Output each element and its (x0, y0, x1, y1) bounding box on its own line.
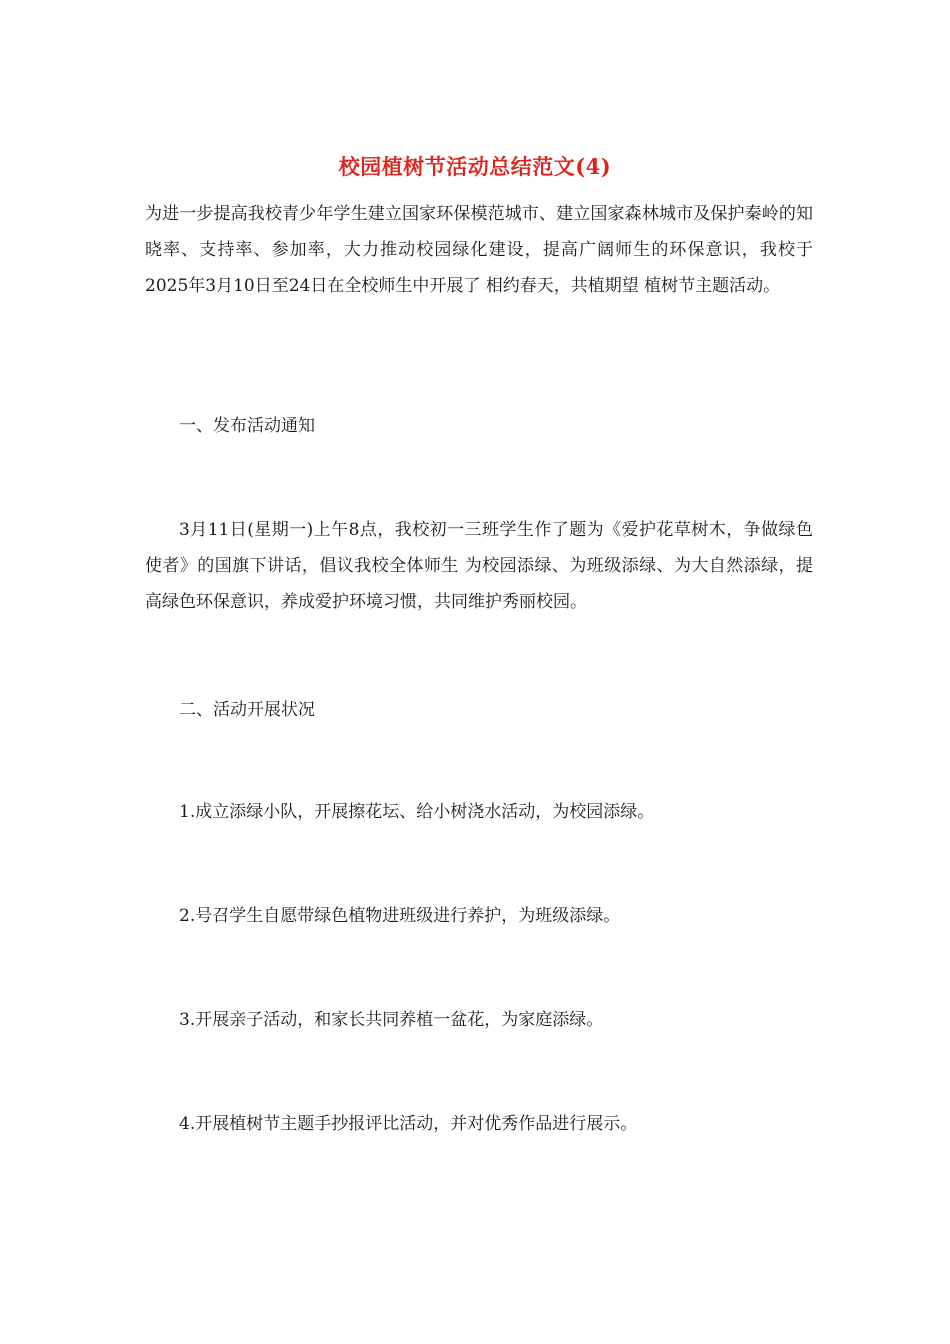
section-heading-progress: 二、活动开展状况 (179, 700, 315, 720)
notice-paragraph: 3月11日(星期一)上午8点，我校初一三班学生作了题为《爱护花草树木，争做绿色使者》的国旗下讲话，倡议我校全体师生 为校园添绿、为班级添绿、为大自然添绿，提高绿色环保意识，养成爱护环境习惯，共同维护秀丽校园。 (145, 520, 813, 612)
list-item: 2.号召学生自愿带绿色植物进班级进行养护，为班级添绿。 (179, 906, 621, 926)
document-title: 校园植树节活动总结范文(4) (338, 154, 612, 179)
list-item: 4.开展植树节主题手抄报评比活动，并对优秀作品进行展示。 (179, 1114, 638, 1134)
section-heading-notice: 一、发布活动通知 (179, 416, 315, 436)
list-item: 3.开展亲子活动，和家长共同养植一盆花，为家庭添绿。 (179, 1010, 604, 1030)
list-item: 1.成立添绿小队，开展擦花坛、给小树浇水活动，为校园添绿。 (179, 802, 655, 822)
intro-paragraph: 为进一步提高我校青少年学生建立国家环保模范城市、建立国家森林城市及保护秦岭的知晓率、支持率、参加率，大力推动校园绿化建设，提高广阔师生的环保意识，我校于2025年3月10日至24日在全校师生中开展了 相约春天，共植期望 植树节主题活动。 (145, 204, 813, 296)
